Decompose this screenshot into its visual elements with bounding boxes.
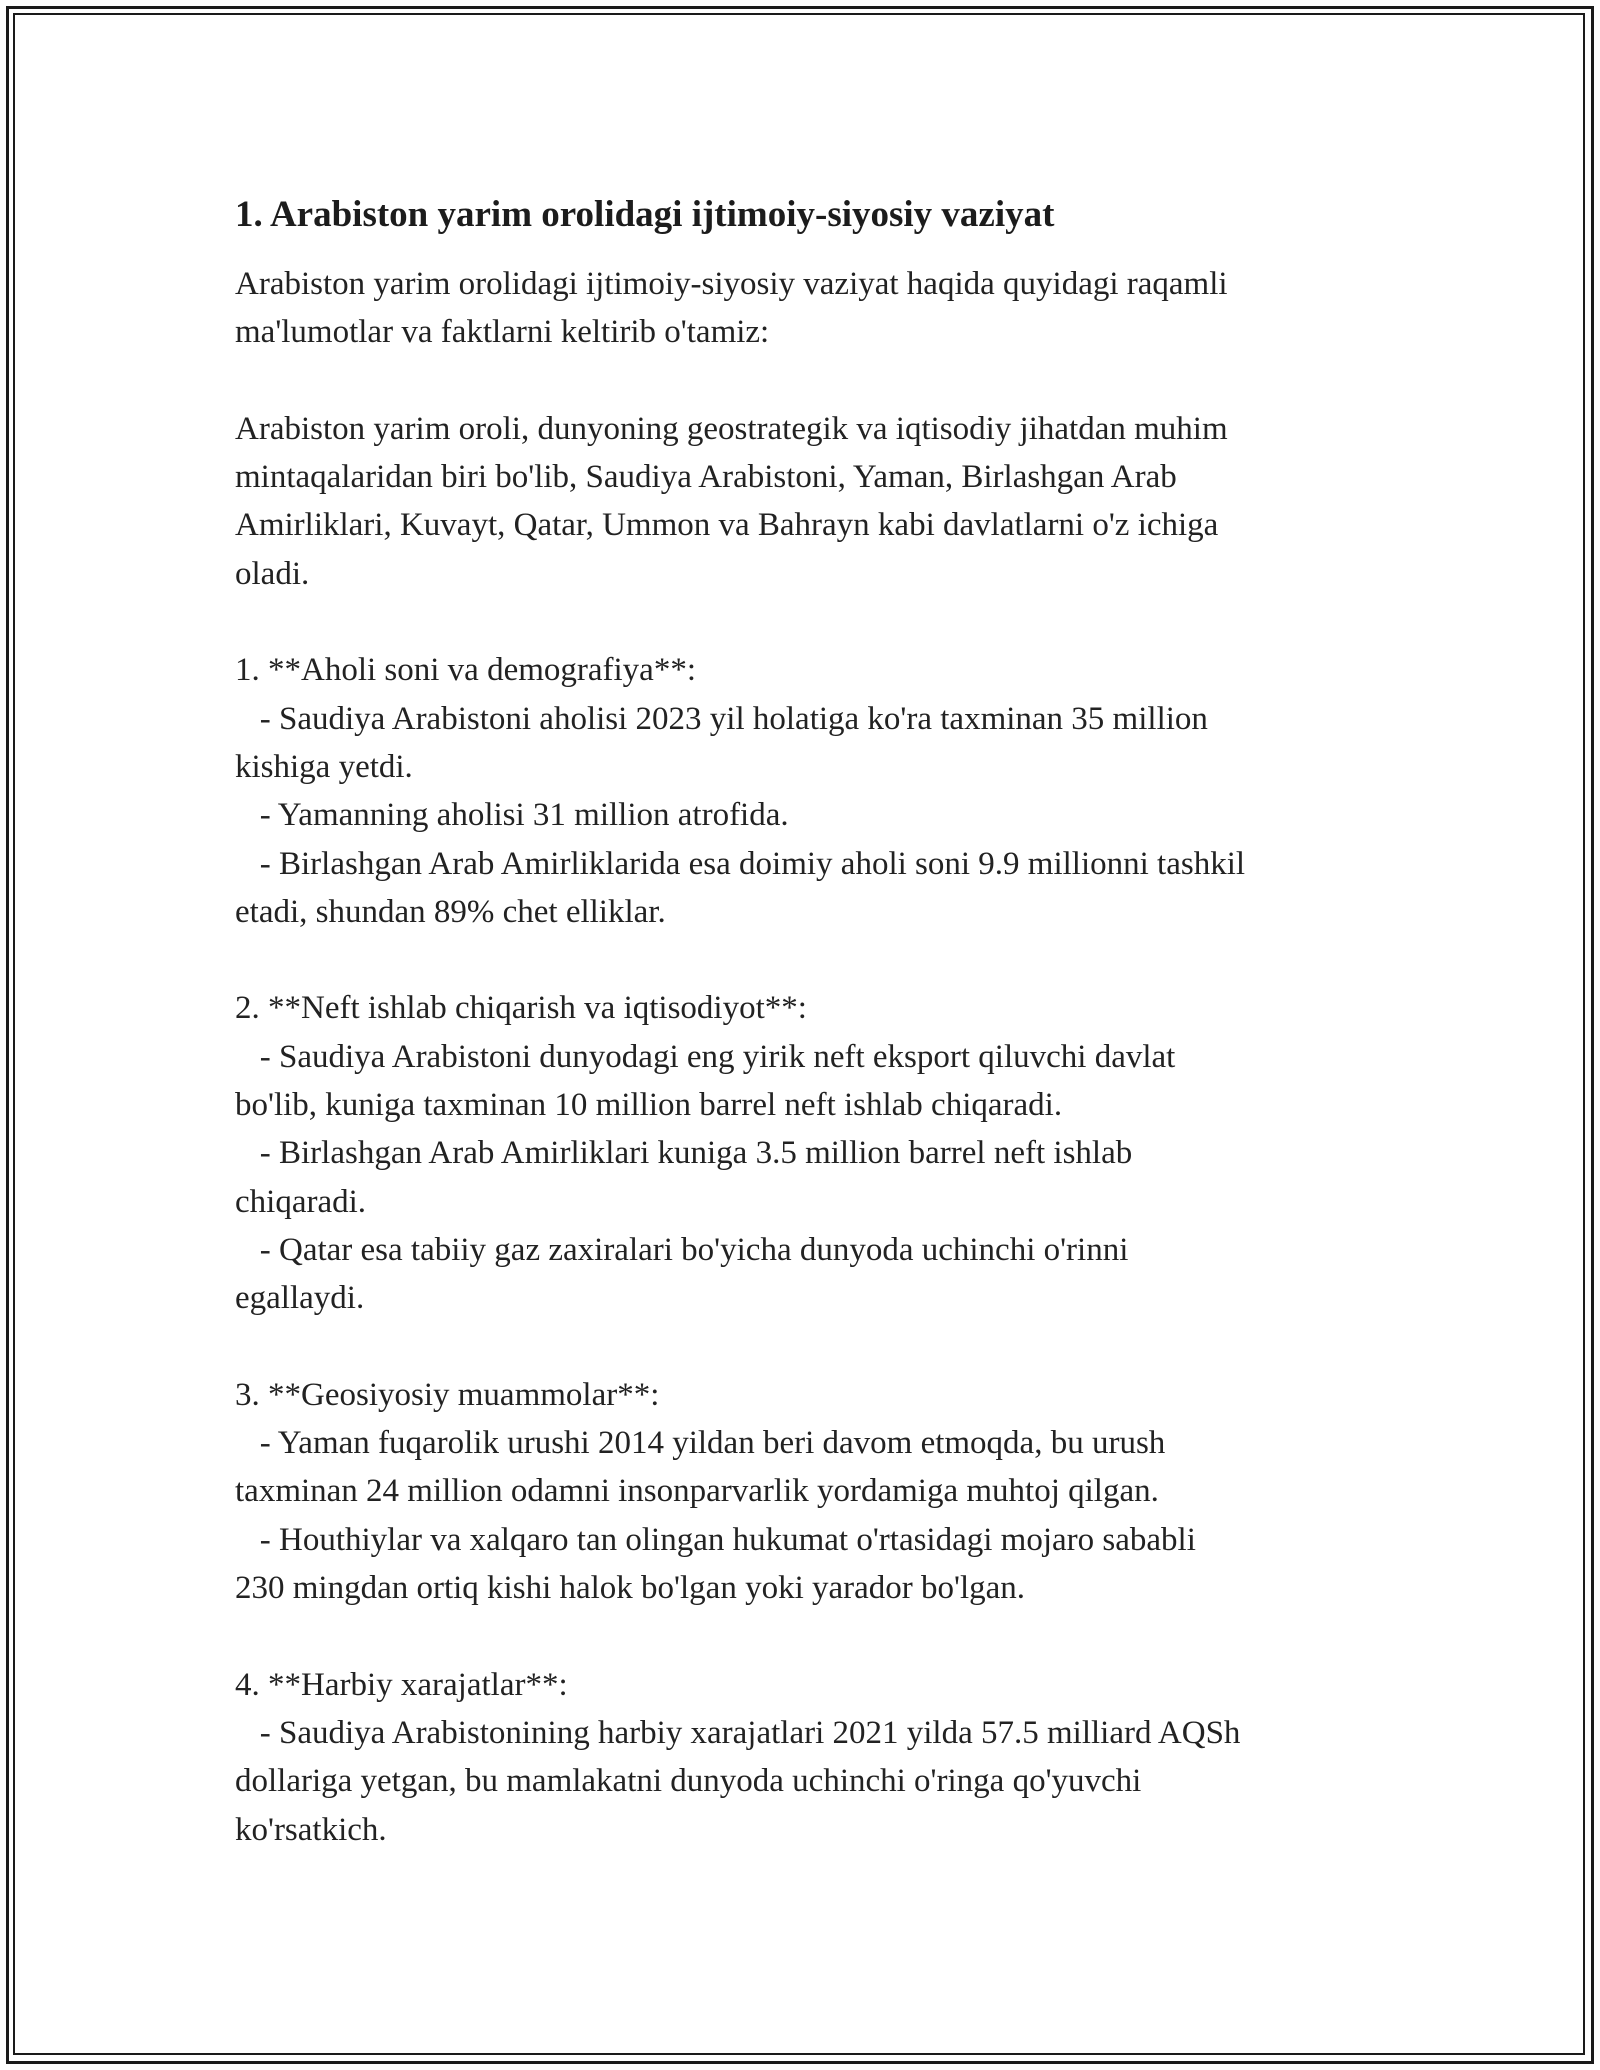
document-content	[235, 186, 1375, 1854]
body-text: Arabiston yarim orolidagi ijtimoiy-siyosiy vaziyat haqida quyidagi raqamli ma'lumotlar va faktlarni keltirib o'tamiz: Arabiston yarim oroli, dunyoning geostrategik va iqtisodiy jihatdan muhim mintaqalaridan biri bo'lib, Saudiya Arabistoni, Yaman, Birlashgan Arab Amirliklari, Kuvayt, Qatar, Ummon va Bahrayn kabi davlatlarni o'z ichiga oladi. 1. **Aholi soni va demografiya**: - Saudiya Arabistoni aholisi 2023 yil holatiga ko'ra taxminan 35 million kishiga yetdi. - Yamanning aholisi 31 million atrofida. - Birlashgan Arab Amirliklarida esa doimiy aholi soni 9.9 millionni tashkil etadi, shundan 89% chet elliklar. 2. **Neft ishlab chiqarish va iqtisodiyot**: - Saudiya Arabistoni dunyodagi eng yirik neft eksport qiluvchi davlat bo'lib, kuniga taxminan 10 million barrel neft ishlab chiqaradi. - Birlashgan Arab Amirliklari kuniga 3.5 million barrel neft ishlab chiqaradi. - Qatar esa tabiiy gaz zaxiralari bo'yicha dunyoda uchinchi o'rinni egallaydi. 3. **Geosiyosiy muammolar**: - Yaman fuqarolik urushi 2014 yildan beri davom etmoqda, bu urush taxminan 24 million odamni insonparvarlik yordamiga muhtoj qilgan. - Houthiylar va xalqaro tan olingan hukumat o'rtasidagi mojaro sababli 230 mingdan ortiq kishi halok bo'lgan yoki yarador bo'lgan. 4. **Harbiy xarajatlar**: - Saudiya Arabistonining harbiy xarajatlari 2021 yilda 57.5 milliard AQSh dollariga yetgan, bu mamlakatni dunyoda uchinchi o'ringa qo'yuvchi ko'rsatkich.	[235, 266, 1246, 1848]
section-heading: 1. Arabiston yarim orolidagi ijtimoiy-siyosiy vaziyat	[235, 194, 1055, 235]
